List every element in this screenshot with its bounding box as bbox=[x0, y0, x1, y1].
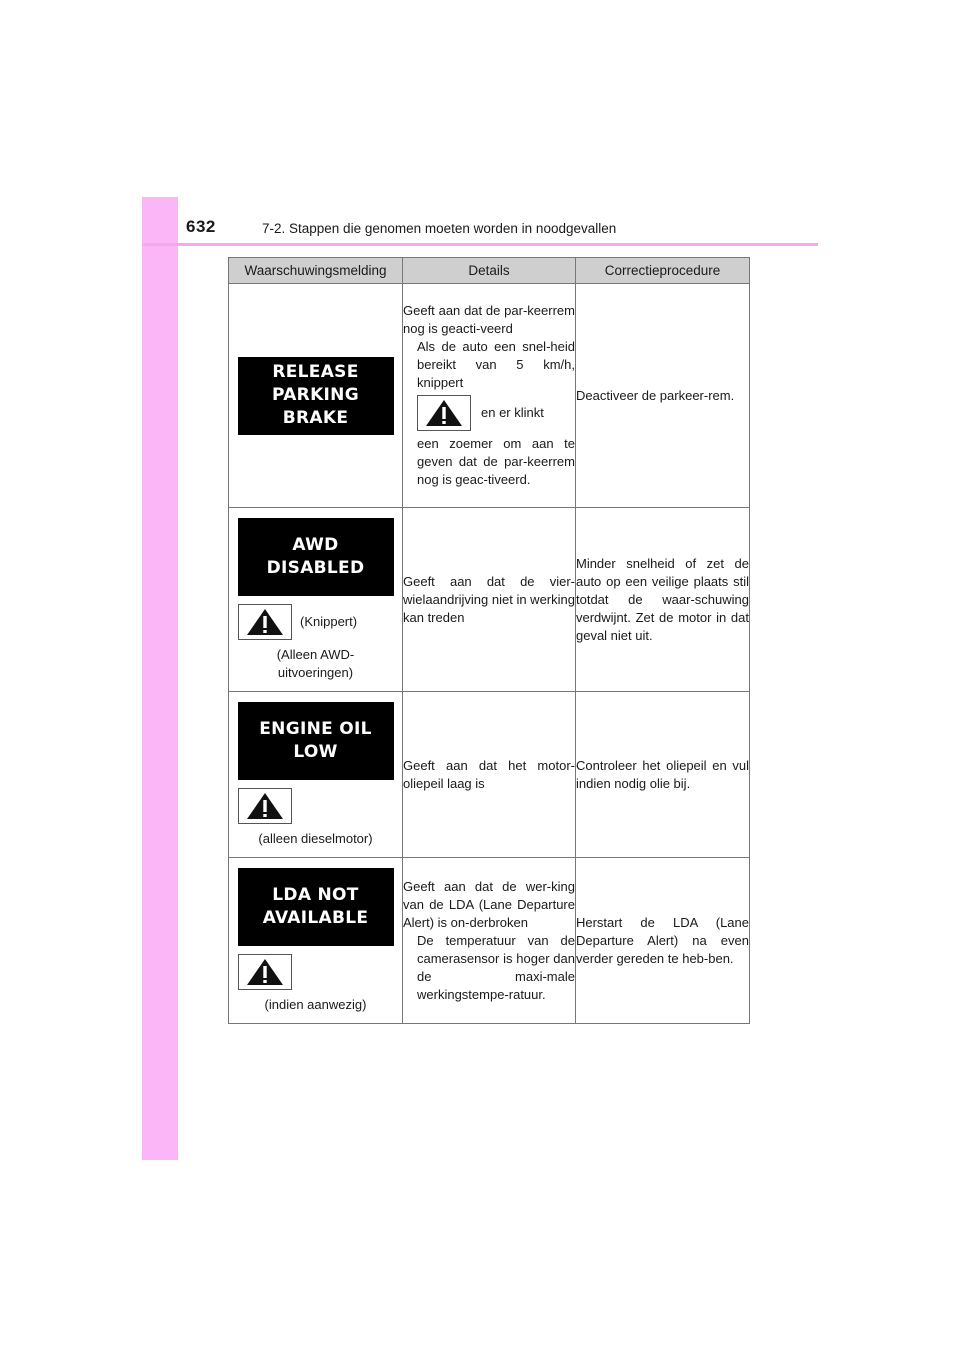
header-rule bbox=[142, 243, 818, 246]
column-header-message: Waarschuwingsmelding bbox=[229, 258, 403, 284]
details-cell bbox=[403, 508, 576, 692]
details-cell bbox=[403, 858, 576, 1024]
warning-triangle-icon bbox=[417, 395, 471, 431]
icon-caption: (Knippert) bbox=[300, 613, 358, 629]
details-text: Geeft aan dat de par-keerrem nog is geacti-veerd bbox=[403, 303, 575, 336]
details-text: Geeft aan dat de vier-wielaandrijving niet in werking kan treden bbox=[403, 573, 575, 625]
table-row bbox=[229, 508, 750, 692]
table-row bbox=[229, 858, 750, 1024]
lcd-message-display: AWD DISABLED bbox=[238, 518, 394, 596]
message-cell bbox=[229, 508, 403, 692]
details-cell bbox=[403, 692, 576, 858]
table-header-row bbox=[229, 258, 750, 284]
correction-text: Controleer het oliepeil en vul indien nodig olie bij. bbox=[575, 757, 749, 791]
column-header-details: Details bbox=[403, 258, 576, 284]
details-cell bbox=[403, 284, 576, 508]
variant-note: (indien aanwezig) bbox=[264, 996, 367, 1012]
table-row bbox=[229, 284, 750, 508]
details-text: Geeft aan dat de wer-king van de LDA (Lane Departure Alert) is on-derbroken bbox=[403, 878, 575, 930]
details-text: Geeft aan dat het motor-oliepeil laag is bbox=[403, 757, 575, 791]
page-number: 632 bbox=[186, 217, 216, 236]
warning-triangle-icon bbox=[238, 604, 292, 640]
lcd-message-display: LDA NOT AVAILABLE bbox=[238, 868, 394, 946]
correction-text: Minder snelheid of zet de auto op een veilige plaats stil totdat de waar-schuwing verdwijnt. Zet de motor in dat geval niet uit. bbox=[575, 555, 749, 643]
correction-cell bbox=[575, 508, 749, 692]
correction-cell bbox=[575, 692, 749, 858]
side-color-band bbox=[142, 197, 178, 1160]
correction-cell bbox=[575, 284, 749, 508]
warning-table bbox=[228, 257, 750, 1024]
correction-text: Herstart de LDA (Lane Departure Alert) na even verder gereden te heb-ben. bbox=[575, 914, 749, 966]
correction-cell bbox=[575, 858, 749, 1024]
message-cell bbox=[229, 692, 403, 858]
icon-caption: en er klinkt bbox=[481, 405, 544, 420]
section-title: 7-2. Stappen die genomen moeten worden in noodgevallen bbox=[262, 221, 617, 236]
column-header-correction: Correctieprocedure bbox=[575, 258, 749, 284]
table-row bbox=[229, 692, 750, 858]
warning-triangle-icon bbox=[238, 954, 292, 990]
variant-note: (alleen dieselmotor) bbox=[258, 830, 373, 846]
message-cell bbox=[229, 284, 403, 508]
lcd-message-display: ENGINE OIL LOW bbox=[238, 702, 394, 780]
warning-triangle-icon bbox=[238, 788, 292, 824]
correction-text: Deactiveer de parkeer-rem. bbox=[575, 387, 735, 403]
details-bullet-continued: een zoemer om aan te geven dat de par-keerrem nog is geac-tiveerd. bbox=[417, 436, 575, 487]
details-bullet: Als de auto een snel-heid bereikt van 5 km/h, knippert bbox=[417, 339, 575, 390]
message-cell bbox=[229, 858, 403, 1024]
variant-note: (Alleen AWD-uitvoeringen) bbox=[276, 646, 355, 680]
details-bullet: De temperatuur van de camerasensor is hoger dan de maxi-male werkingstempe-ratuur. bbox=[417, 932, 575, 1002]
lcd-message-display: RELEASE PARKING BRAKE bbox=[238, 357, 394, 435]
